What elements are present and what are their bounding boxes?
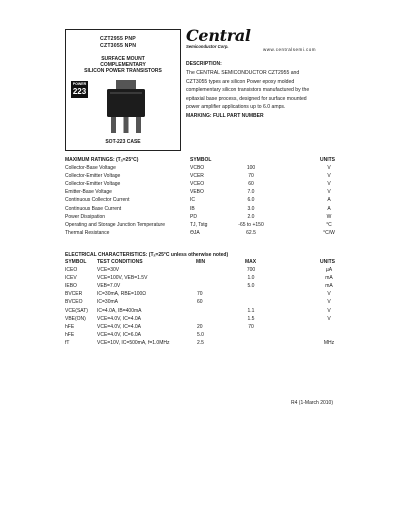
param-cell: Emitter-Base Voltage — [65, 189, 112, 196]
elec-char-row — [0, 340, 400, 348]
subtitle-1: SURFACE MOUNT — [101, 56, 145, 62]
cond-cell: VCE=100V, VEB=1.5V — [97, 275, 148, 282]
param-cell: Collector-Emitter Voltage — [65, 173, 121, 180]
max-cell: 1.0 — [247, 275, 255, 282]
max-rating-row — [0, 230, 400, 238]
cond-cell: IC=30mA, RBE=100Ω — [97, 291, 147, 298]
unit-cell: V — [327, 189, 331, 196]
value-cell: 62.5 — [246, 229, 256, 236]
elec-char-row — [0, 324, 400, 332]
max-ratings-heading: MAXIMUM RATINGS: (Tₐ=25°C) — [65, 157, 139, 163]
max-rating-row — [0, 197, 400, 205]
min-cell: 5.0 — [197, 331, 204, 338]
symbol-cell: TJ, Tstg — [190, 221, 208, 228]
symbol-cell: BVCER — [65, 291, 83, 298]
value-cell: 100 — [246, 165, 256, 171]
subtitle-3: SILICON POWER TRANSISTORS — [84, 68, 162, 74]
unit-cell: °C/W — [323, 229, 335, 236]
symbol-cell: VCEO — [190, 181, 205, 188]
logo-wordmark: Central — [186, 26, 251, 45]
symbol-cell: fT — [65, 339, 70, 346]
description-text — [186, 69, 336, 112]
cond-cell: VCE=10V, IC=500mA, f=1.0MHz — [97, 339, 170, 346]
min-cell: 60 — [197, 299, 203, 306]
max-rating-row — [0, 222, 400, 230]
elec-char-row — [0, 332, 400, 340]
max-rating-row — [0, 214, 400, 222]
cond-cell: VCE=4.0V, IC=6.0A — [97, 331, 142, 338]
unit-cell: V — [327, 181, 331, 188]
description-line: complementary silicon transistors manufactured by the — [186, 87, 310, 93]
elec-min-header: MIN — [196, 259, 206, 265]
max-units-header: UNITS — [320, 157, 335, 163]
elec-symbol-header: SYMBOL — [65, 259, 87, 265]
description-heading: DESCRIPTION: — [186, 61, 222, 67]
param-cell: Power Dissipation — [65, 213, 106, 220]
max-rating-row — [0, 206, 400, 214]
elec-heading: ELECTRICAL CHARACTERISTICS: (Tₐ=25°C unless otherwise noted) — [65, 252, 229, 258]
param-cell: Continuous Collector Current — [65, 197, 130, 204]
description-line: power amplifier applications up to 6.0 amps. — [186, 104, 286, 110]
symbol-cell: VEBO — [190, 189, 204, 196]
unit-cell: mA — [325, 275, 333, 282]
symbol-cell: ΘJA — [190, 229, 200, 236]
value-cell: -65 to +150 — [238, 221, 264, 228]
symbol-cell: IB — [190, 205, 195, 212]
symbol-cell: ICEO — [65, 267, 78, 273]
cond-cell: IC=30mA — [97, 299, 118, 306]
symbol-cell: VCER — [190, 173, 204, 180]
symbol-cell: BVCEO — [65, 299, 83, 306]
unit-cell: mA — [325, 283, 333, 290]
max-rating-row — [0, 189, 400, 197]
param-cell: Operating and Storage Junction Temperature — [65, 221, 165, 228]
revision-label: R4 (1-March 2010) — [291, 400, 333, 406]
cond-cell: VCE=4.0V, IC=4.0A — [97, 323, 142, 330]
elec-char-row — [0, 299, 400, 307]
symbol-cell: IEBO — [65, 283, 77, 290]
max-rating-row — [0, 173, 400, 181]
part-number-box — [65, 29, 181, 151]
elec-char-row — [0, 316, 400, 324]
central-logo — [186, 28, 251, 49]
badge-number-text: 223 — [72, 87, 87, 96]
elec-char-row — [0, 291, 400, 299]
unit-cell: V — [327, 299, 331, 306]
max-rating-row — [0, 165, 400, 173]
value-cell: 2.0 — [247, 213, 255, 220]
min-cell: 70 — [197, 291, 203, 298]
max-cell: 1.1 — [247, 307, 255, 314]
part-line-npn: CZT3055 NPN — [100, 43, 137, 49]
max-cell: 1.5 — [247, 315, 255, 322]
elec-char-row — [0, 283, 400, 291]
symbol-cell: IC — [190, 197, 195, 204]
symbol-cell: ICEV — [65, 275, 77, 282]
sot223-package-icon — [104, 80, 148, 136]
elec-max-header: MAX — [245, 259, 257, 265]
description-line: The CENTRAL SEMICONDUCTOR CZT2955 and — [186, 70, 300, 76]
elec-units-header: UNITS — [320, 259, 335, 265]
elec-char-row — [0, 267, 400, 275]
cond-cell: VEB=7.0V — [97, 283, 121, 290]
elec-char-row — [0, 275, 400, 283]
symbol-cell: PD — [190, 213, 197, 220]
param-cell: Collector-Base Voltage — [65, 165, 116, 171]
max-rating-row — [0, 181, 400, 189]
elec-cond-header: TEST CONDITIONS — [97, 259, 143, 265]
cond-cell: VCE=4.0V, IC=4.0A — [97, 315, 142, 322]
unit-cell: °C — [326, 221, 332, 228]
max-symbol-header: SYMBOL — [190, 157, 212, 163]
website-url: www.centralsemi.com — [263, 47, 317, 52]
cond-cell: IC=4.0A, IB=400mA — [97, 307, 142, 314]
param-cell: Thermal Resistance — [65, 229, 110, 236]
value-cell: 60 — [248, 181, 254, 188]
unit-cell: µA — [325, 267, 333, 273]
part-line-pnp: CZT2955 PNP — [100, 36, 136, 42]
symbol-cell: hFE — [65, 331, 75, 338]
value-cell: 6.0 — [247, 197, 255, 204]
description-line: CZT3055 types are silicon Power epoxy molded — [186, 78, 295, 85]
value-cell: 3.0 — [247, 205, 255, 212]
param-cell: Collector-Emitter Voltage — [65, 181, 121, 188]
max-cell: 70 — [248, 323, 254, 330]
unit-cell: A — [327, 197, 331, 204]
unit-cell: V — [327, 307, 331, 314]
subtitle-2: COMPLEMENTARY — [100, 62, 146, 68]
description-line: epitaxial base process, designed for surface mounted — [186, 95, 307, 102]
cond-cell: VCE=30V — [97, 267, 120, 273]
max-cell: 5.0 — [247, 283, 255, 290]
unit-cell: W — [326, 213, 332, 220]
param-cell: Continuous Base Current — [65, 205, 122, 212]
badge-power-text: POWER — [72, 82, 87, 86]
unit-cell: A — [327, 205, 331, 212]
value-cell: 7.0 — [247, 189, 255, 196]
min-cell: 20 — [197, 323, 203, 330]
min-cell: 2.5 — [197, 339, 204, 346]
elec-char-row — [0, 308, 400, 316]
marking-text: MARKING: FULL PART NUMBER — [186, 113, 264, 119]
logo-subtitle: Semiconductor Corp. — [186, 44, 229, 49]
symbol-cell: VCE(SAT) — [65, 307, 88, 314]
max-cell: 700 — [246, 267, 256, 273]
value-cell: 70 — [248, 173, 254, 180]
unit-cell: V — [327, 173, 331, 180]
case-label: SOT-223 CASE — [105, 139, 141, 145]
unit-cell: MHz — [323, 339, 335, 346]
unit-cell: V — [327, 165, 331, 171]
symbol-cell: VBE(ON) — [65, 315, 86, 322]
unit-cell: V — [327, 315, 331, 322]
power-223-badge — [71, 81, 88, 98]
unit-cell: V — [327, 291, 331, 298]
symbol-cell: VCBO — [190, 165, 205, 171]
symbol-cell: hFE — [65, 323, 75, 330]
